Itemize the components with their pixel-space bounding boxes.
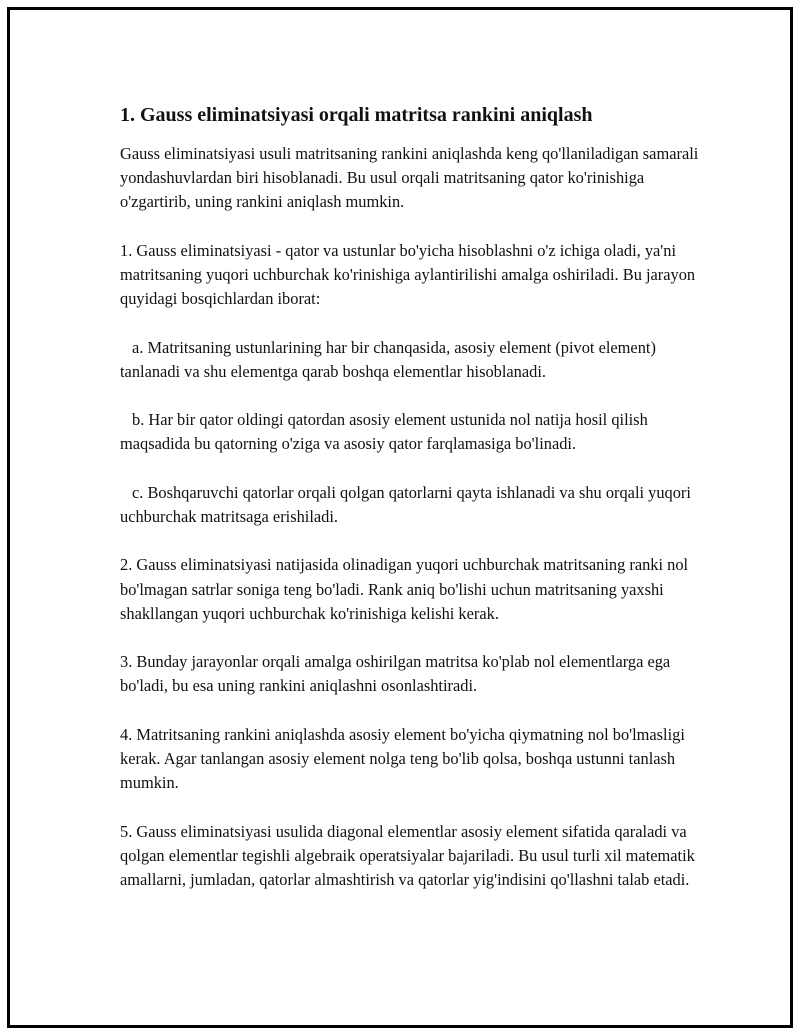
page-frame bbox=[7, 7, 793, 1028]
list-item-2: 2. Gauss eliminatsiyasi natijasida olinadigan yuqori uchburchak matritsaning ranki nol bo'lmagan satrlar soniga teng bo'ladi. Rank aniq bo'lishi uchun matritsaning yaxshi shakllangan yuqori uchburchak ko'rinishiga kelishi kerak. bbox=[120, 555, 689, 623]
list-item-4: 4. Matritsaning rankini aniqlashda asosiy element bo'yicha qiymatning nol bo'lmasligi kerak. Agar tanlangan asosiy element nolga teng bo'lib qolsa, boshqa ustunni tanlash mumkin. bbox=[120, 724, 685, 793]
list-item-3: 3. Bunday jarayonlar orqali amalga oshirilgan matritsa ko'plab nol elementlarga ega bo'ladi, bu esa uning rankini aniqlashni osonlashtiradi. bbox=[120, 652, 671, 696]
list-item-5: 5. Gauss eliminatsiyasi usulida diagonal elementlar asosiy element sifatida qaraladi va qolgan elementlar tegishli algebraik operatsiyalar bajariladi. Bu usul turli xil matematik amallarni, jumladan, qatorlar almashtirish va qatorlar yig'indisini qo'llashni talab etadi. bbox=[120, 821, 695, 889]
section-title: 1. Gauss eliminatsiyasi orqali matritsa rankini aniqlash bbox=[120, 104, 593, 126]
list-subitem-c: c. Boshqaruvchi qatorlar orqali qolgan qatorlarni qayta ishlanadi va shu orqali yuqori uchburchak matritsaga erishiladi. bbox=[120, 482, 691, 526]
list-item-1: 1. Gauss eliminatsiyasi - qator va ustunlar bo'yicha hisoblashni o'z ichiga oladi, ya'ni matritsaning yuqori uchburchak ko'rinishiga aylantirilishi amalga oshiriladi. Bu jarayon quyidagi bosqichlardan iborat: bbox=[120, 240, 696, 309]
intro-paragraph: Gauss eliminatsiyasi usuli matritsaning rankini aniqlashda keng qo'llaniladigan samarali yondashuvlardan biri hisoblanadi. Bu usul orqali matritsaning qator ko'rinishiga o'zgartirib, uning rankini aniqlash mumkin. bbox=[120, 144, 699, 212]
list-subitem-a: a. Matritsaning ustunlarining har bir chanqasida, asosiy element (pivot element) tanlanadi va shu elementga qarab boshqa elementlar hisoblanadi. bbox=[120, 337, 656, 381]
list-subitem-b: b. Har bir qator oldingi qatordan asosiy element ustunida nol natija hosil qilish maqsadida bu qatorning o'ziga va asosiy qator farqlamasiga bo'linadi. bbox=[120, 410, 648, 454]
document-body bbox=[120, 102, 700, 916]
